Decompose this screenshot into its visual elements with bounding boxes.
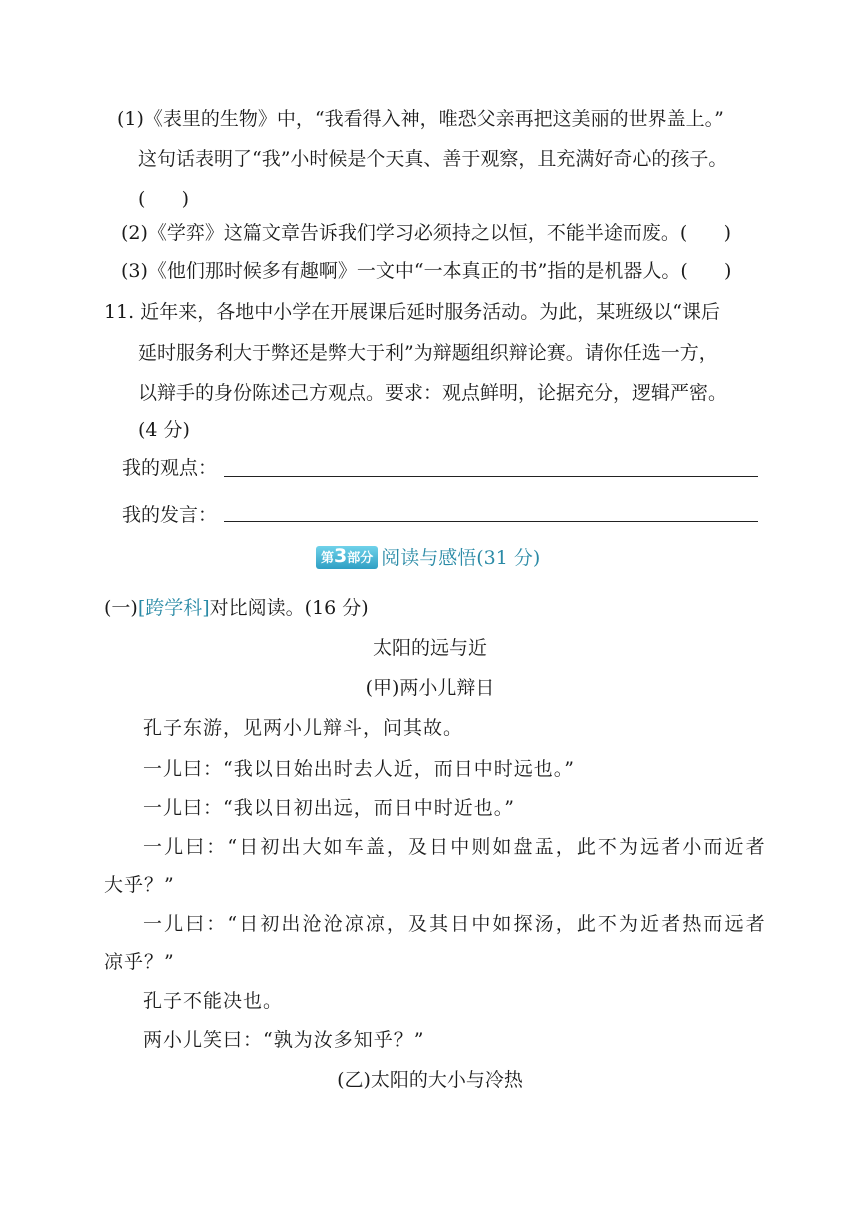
jia-line: 一儿曰：“日初出大如车盖，及日中则如盘盂，此不为远者小而近者 xyxy=(143,836,767,858)
q10-item2: (2)《学弈》这篇文章告诉我们学习必须持之以恒，不能半途而废。( ) xyxy=(121,222,731,244)
jia-line: 一儿曰：“日初出沧沧凉凉，及其日中如探汤，此不为近者热而远者 xyxy=(143,913,767,935)
part1-prefix: (一) xyxy=(104,597,138,619)
jia-line: 凉乎？” xyxy=(104,951,175,973)
q11-score: (4 分) xyxy=(138,419,190,441)
q10-item1-line1: (1)《表里的生物》中，“我看得入神，唯恐父亲再把这美丽的世界盖上。” xyxy=(117,108,724,130)
q11-line1: 11. 近年来，各地中小学在开展课后延时服务活动。为此，某班级以“课后 xyxy=(104,301,720,323)
section3-badge: 第3部分 xyxy=(316,546,378,569)
part1-text: 对比阅读。(16 分) xyxy=(209,597,369,619)
speech-label: 我的发言： xyxy=(122,504,218,526)
section3-heading xyxy=(316,546,540,571)
q10-item3: (3)《他们那时候多有趣啊》一文中“一本真正的书”指的是机器人。( ) xyxy=(121,260,732,282)
section3-title: 阅读与感悟(31 分) xyxy=(381,547,541,569)
passage-jia-title: (甲)两小儿辩日 xyxy=(365,677,495,699)
speech-answer-line[interactable] xyxy=(224,521,758,522)
part1-tag: [跨学科] xyxy=(137,597,210,619)
jia-line: 大乎？” xyxy=(104,874,175,896)
passage-yi-title: (乙)太阳的大小与冷热 xyxy=(337,1069,523,1091)
q11-line2: 延时服务利大于弊还是弊大于利”为辩题组织辩论赛。请你任选一方， xyxy=(138,342,718,364)
jia-line: 两小儿笑曰：“孰为汝多知乎？” xyxy=(143,1029,425,1051)
jia-line: 一儿曰：“我以日始出时去人近，而日中时远也。” xyxy=(143,758,575,780)
jia-line: 一儿曰：“我以日初出远，而日中时近也。” xyxy=(143,797,515,819)
q10-item1-line2: 这句话表明了“我”小时候是个天真、善于观察，且充满好奇心的孩子。 xyxy=(138,148,728,170)
part1-heading xyxy=(104,596,369,620)
q10-item1-answer-paren[interactable]: ( ) xyxy=(138,188,190,210)
q11-line3: 以辩手的身份陈述己方观点。要求：观点鲜明，论据充分，逻辑严密。 xyxy=(138,382,728,404)
jia-line: 孔子东游，见两小儿辩斗，问其故。 xyxy=(143,717,464,739)
viewpoint-answer-line[interactable] xyxy=(224,476,758,477)
passage-main-title: 太阳的远与近 xyxy=(372,637,487,659)
jia-line: 孔子不能决也。 xyxy=(143,990,284,1012)
viewpoint-label: 我的观点： xyxy=(122,457,218,479)
